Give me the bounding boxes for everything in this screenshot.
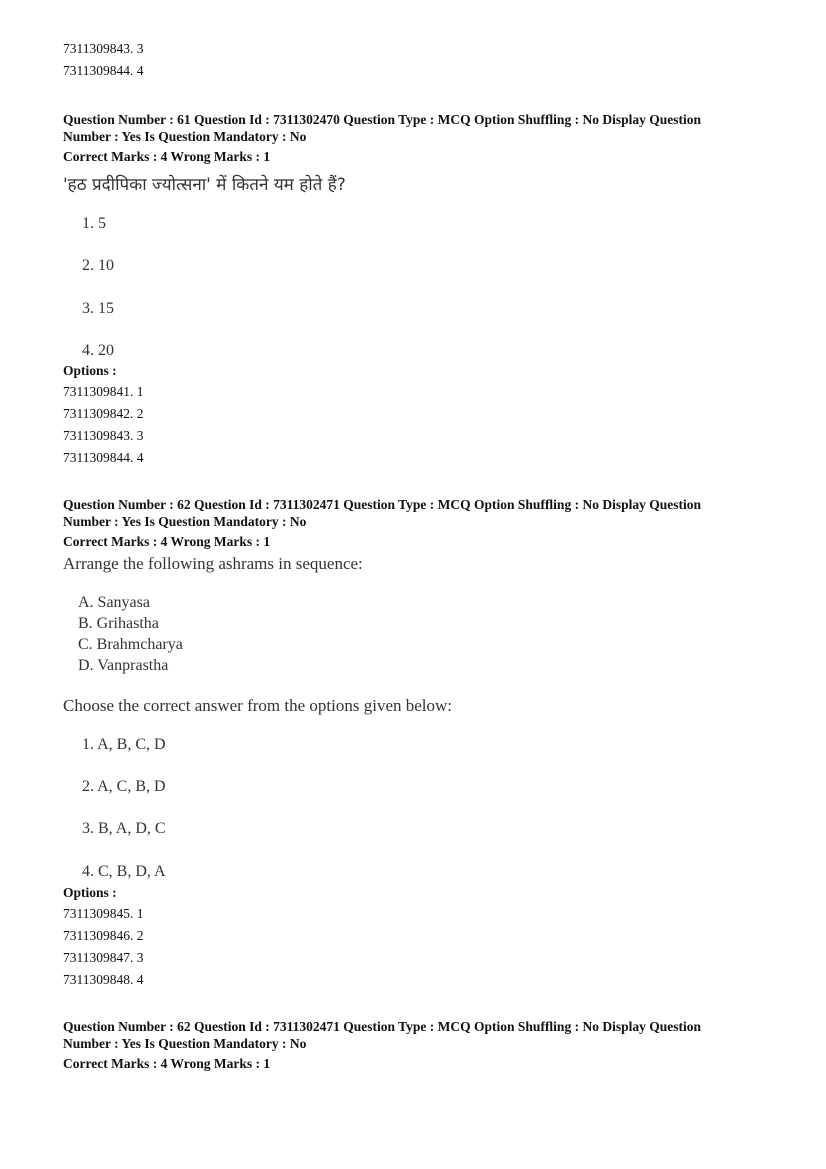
question-header: Question Number : 61 Question Id : 7311302470 Question Type : MCQ Option Shuffling : No Display Question [63, 112, 701, 127]
answer-choice: 3. 15 [82, 300, 114, 317]
marks-line: Correct Marks : 4 Wrong Marks : 1 [63, 1056, 271, 1071]
option-id-line: 7311309841. 1 [63, 384, 144, 399]
question-header: Question Number : 62 Question Id : 7311302471 Question Type : MCQ Option Shuffling : No Display Question [63, 497, 701, 512]
question-header-cont: Number : Yes Is Question Mandatory : No [63, 129, 307, 144]
question-header: Question Number : 62 Question Id : 7311302471 Question Type : MCQ Option Shuffling : No Display Question [63, 1019, 701, 1034]
options-label: Options : [63, 885, 117, 900]
answer-choice: 1. 5 [82, 215, 106, 232]
option-id-line: 7311309842. 2 [63, 406, 144, 421]
option-id-line: 7311309848. 4 [63, 972, 144, 987]
marks-line: Correct Marks : 4 Wrong Marks : 1 [63, 534, 271, 549]
option-id-line: 7311309845. 1 [63, 906, 144, 921]
statement-item: B. Grihastha [78, 615, 159, 632]
option-id-line: 7311309843. 3 [63, 41, 144, 56]
instruction-text: Choose the correct answer from the options given below: [63, 696, 453, 715]
answer-choice: 4. 20 [82, 342, 114, 359]
question-header-cont: Number : Yes Is Question Mandatory : No [63, 514, 307, 529]
answer-choice: 2. A, C, B, D [82, 778, 166, 795]
question-text: 'हठ प्रदीपिका ज्योत्सना' में कितने यम होते हैं? [63, 175, 346, 195]
answer-choice: 1. A, B, C, D [82, 736, 166, 753]
statement-item: D. Vanprastha [78, 657, 169, 674]
statement-item: C. Brahmcharya [78, 636, 183, 653]
option-id-line: 7311309846. 2 [63, 928, 144, 943]
answer-choice: 3. B, A, D, C [82, 820, 166, 837]
question-header-cont: Number : Yes Is Question Mandatory : No [63, 1036, 307, 1051]
question-text: Arrange the following ashrams in sequence: [63, 554, 363, 573]
statement-item: A. Sanyasa [78, 594, 150, 611]
answer-choice: 4. C, B, D, A [82, 863, 166, 880]
options-label: Options : [63, 363, 117, 378]
option-id-line: 7311309844. 4 [63, 450, 144, 465]
option-id-line: 7311309844. 4 [63, 63, 144, 78]
option-id-line: 7311309843. 3 [63, 428, 144, 443]
option-id-line: 7311309847. 3 [63, 950, 144, 965]
marks-line: Correct Marks : 4 Wrong Marks : 1 [63, 149, 271, 164]
answer-choice: 2. 10 [82, 257, 114, 274]
